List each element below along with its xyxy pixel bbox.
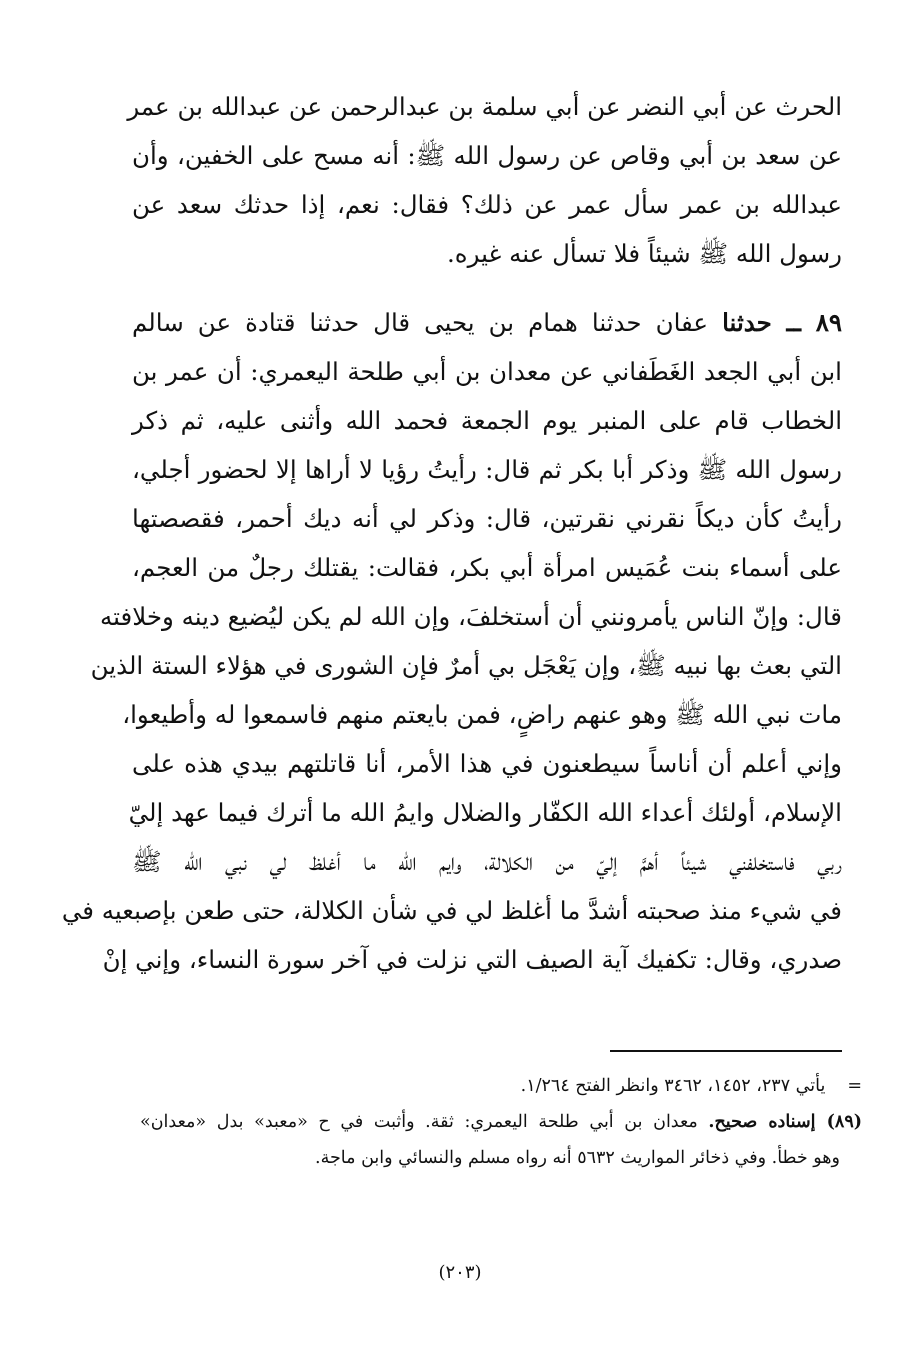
footnotes [140,1068,862,1176]
footnote-89-text: معدان بن أبي طلحة اليعمري: ثقة. وأثبت في ح «معبد» بدل «معدان» [140,1112,709,1132]
footnote-separator [610,1050,842,1052]
text-line: رسول الله ﷺ شيئاً فلا تسأل عنه غيره. [447,239,842,268]
text-line: على أسماء بنت عُمَيس امرأة أبي بكر، فقالت: يقتلك رجلٌ من العجم، [132,553,842,582]
paragraph-gap [132,278,842,298]
text-line: ابن أبي الجعد الغَطَفاني عن معدان بن أبي طلحة اليعمري: أن عمر بن [132,357,842,386]
footnote-89-line-2: وهو خطأ. وفي ذخائر المواريث ٥٦٣٢ أنه رواه مسلم والنسائي وابن ماجة. [315,1148,840,1168]
text-line: مات نبي الله ﷺ وهو عنهم راضٍ، فمن بايعتم منهم فاسمعوا له وأطيعوا، [122,700,842,729]
text-line: عن سعد بن أبي وقاص عن رسول الله ﷺ: أنه مسح على الخفين، وأن [132,141,842,170]
continuation-text: يأتي ٢٣٧، ١٤٥٢، ٣٤٦٢ وانظر الفتح ١/٢٦٤. [520,1076,826,1096]
text-line: قال: وإنّ الناس يأمرونني أن أستخلفَ، وإن الله لم يكن ليُضيع دينه وخلافته [99,602,842,631]
text-line: عبدالله بن عمر سأل عمر عن ذلك؟ فقال: نعم، إذا حدثك سعد عن [132,190,842,219]
continuation-mark: = [847,1076,862,1096]
text-line: الخطاب قام على المنبر يوم الجمعة فحمد الله وأثنى عليه، ثم ذكر [132,406,842,435]
footnote-89-lead: (٨٩) إسناده صحيح. [708,1112,863,1132]
text-line: صدري، وقال: تكفيك آية الصيف التي نزلت في آخر سورة النساء، وإني إنْ [102,945,842,974]
footnote-continuation [140,1068,862,1104]
hadith-first-text: عفان حدثنا همام بن يحيى قال حدثنا قتادة عن سالم [132,308,723,337]
text-line: رأيتُ كأن ديكاً نقرني نقرتين، قال: وذكر لي أنه ديك أحمر، فقصصتها [132,504,842,533]
hadith-number-lead: ٨٩ ــ حدثنا [722,308,843,337]
text-line: الحرث عن أبي النضر عن أبي سلمة بن عبدالرحمن عن عبدالله بن عمر [127,92,842,121]
text-line: في شيء منذ صحبته أشدَّ ما أغلظ لي في شأن الكلالة، حتى طعن بإصبعيه في [61,896,842,925]
text-line: الإسلام، أولئك أعداء الله الكفّار والضلال وايمُ الله ما أترك فيما عهد إليّ [128,798,842,827]
text-line: ربي فاستخلفني شيئاً أهمَّ إليّ من الكلالة، وايم الله ما أغلظ لي نبي الله ﷺ [132,847,842,876]
main-text [61,82,843,984]
text-line: وإني أعلم أن أناساً سيطعنون في هذا الأمر، أنا قاتلتهم بيدي هذه على [132,749,842,778]
text-line: التي بعث بها نبيه ﷺ، وإن يَعْجَل بي أمرٌ فإن الشورى في هؤلاء الستة الذين [90,651,842,680]
page-number: (٢٠٣) [438,1262,482,1283]
footnote-89 [140,1104,862,1140]
hadith-first-line [132,298,842,347]
text-line: رسول الله ﷺ وذكر أبا بكر ثم قال: رأيتُ رؤيا لا أراها إلا لحضور أجلي، [132,455,842,484]
